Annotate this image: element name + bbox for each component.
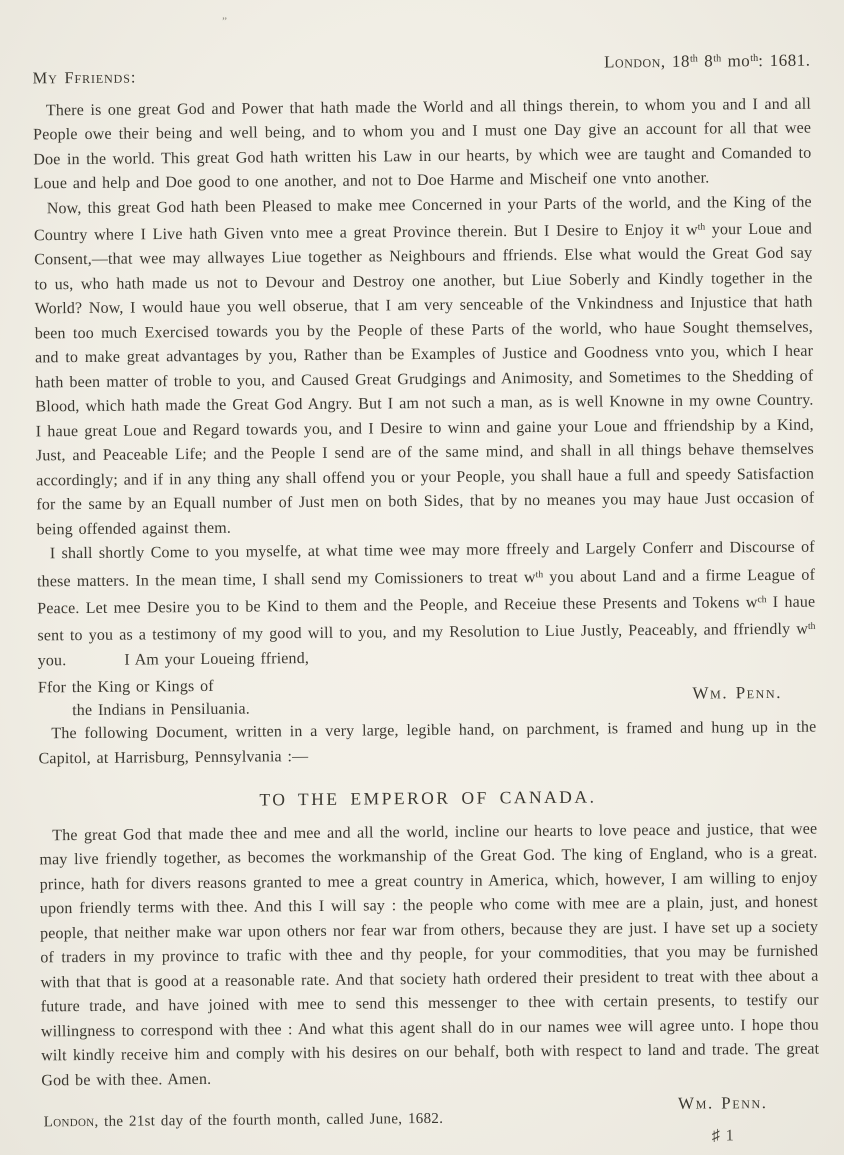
section-heading: TO THE EMPEROR OF CANADA. xyxy=(259,786,597,810)
addressee xyxy=(38,675,250,723)
dateline-place: London, xyxy=(604,51,666,72)
footer-dateline-rest: the 21st day of the fourth month, called June, 1682. xyxy=(98,1110,444,1130)
addressee-line-2: the Indians in Pensiluania. xyxy=(72,700,250,720)
letter-paragraph-text: I shall shortly Come to you myselfe, at what time wee may more ffreely and Largely Conferr and Discourse of these matters. In the mean time, I shall send my Comissioners to treat $w^{th}$ you about Land and a firme League of Peace. Let mee Desire you to be Kind to them and the People, and Receiue these Presents and Tokens $w^{ch}$ I haue sent to you as a testimony of my good will to you, and my Resolution to Liue Justly, Peaceably, and ffriendly $w^{th}$ you. xyxy=(36,538,816,670)
dateline-date: 18th 8th $mo^{th}$: 1681. xyxy=(665,50,811,71)
signature-wm-penn: Wm. Penn. xyxy=(692,682,783,703)
signature-wm-penn-2: Wm. Penn. xyxy=(677,1093,768,1114)
salutation: My Ffriends: xyxy=(32,67,137,88)
dateline xyxy=(604,47,811,86)
letter-paragraph: Now, this great God hath been Pleased to make mee Concerned in your Parts of the world, and the King of the Country where I Live hath Given vnto mee a great Province therein. But I Desire to Enjoy it $w^{th}$ your Loue and Consent,—that wee may allwayes Liue together as Neighbours and ffriends. Else what would the Great God say to us, who hath made us not to Devour and Destroy one another, but Liue Soberly and Kindly together in the World? Now, I would haue you well obserue, that I am very senceable of the Vnkindness and Injustice that hath been too much Exercised towards you by the People of these Parts of the world, who haue Sought themselves, and to make great advantages by you, Rather than be Examples of Justice and Goodness vnto you, which I hear hath been matter of troble to you, and Caused Great Grudgings and Animosity, and Sometimes to the Shedding of Blood, which hath made the Great God Angry. But I am not such a man, as is well Knowne in my owne Country. I haue great Loue and Regard towards you, and I Desire to winn and gaine your Loue and ffriendship by a Kind, Just, and Peaceable Life; and the People I send are of the same mind, and shall in all things behave themselves accordingly; and if in any thing any shall offend you or your People, you shall haue a full and speedy Satisfaction for the same by an Equall number of Just men on both Sides, that by no meanes you may haue Just occasion of being offended against them. xyxy=(33,193,815,539)
letter-paragraph xyxy=(37,536,816,674)
scan-artifact-mark: ” xyxy=(222,15,228,28)
letter-opening-row xyxy=(32,47,810,91)
signature-block xyxy=(38,670,816,723)
footer-dateline-place: London, xyxy=(43,1113,99,1130)
printer-signature-mark: ♯ 1 xyxy=(711,1126,734,1145)
closing-phrase: I Am your Loueing ffriend, xyxy=(124,649,310,669)
letter-paragraph: There is one great God and Power that hath made the World and all things therein, to whom you and I and all People owe their being and well being, and to whom you and I must one Day give an account for all that wee Doe in the world. This great God hath written his Law in our hearts, by which wee are taught and Comanded to Loue and help and Doe good to one another, and not to Doe Harme and Mischeif one vnto another. xyxy=(33,95,812,193)
emperor-letter-paragraph: The great God that made thee and mee and all the world, incline our hearts to love peace and justice, that wee may live friendly together, as becomes the workmanship of the Great God. The king of England, who is a great. prince, hath for divers reasons granted to mee a great country in America, which, however, I am willing to enjoy upon friendly terms with thee. And this I will say : the people who come with mee are a plain, just, and honest people, that neither make war upon others nor fear war from others, because they are just. I have set up a society of traders in my province to trafic with thee and thy people, for your commodities, that you may be furnished with that that is good at a reasonable rate. And that society hath ordered their president to treat with thee about a future trade, and have joined with mee to send this messenger to thee with certain presents, to testify our willingness to correspond with thee : And what this agent shall do in our names wee will agree unto. I hope thou wilt kindly receive him and comply with his desires on our behalf, both with respect to land and trade. The great God be with thee. Amen. xyxy=(39,820,820,1090)
footer-dateline xyxy=(44,1106,444,1134)
page-content xyxy=(32,0,820,1155)
editor-note: The following Document, written in a very large, legible hand, on parchment, is framed and hung up in the Capitol, at Harrisburg, Pennsylvania :— xyxy=(38,718,817,768)
addressee-line-1: Ffor the King or Kings of xyxy=(37,678,214,697)
